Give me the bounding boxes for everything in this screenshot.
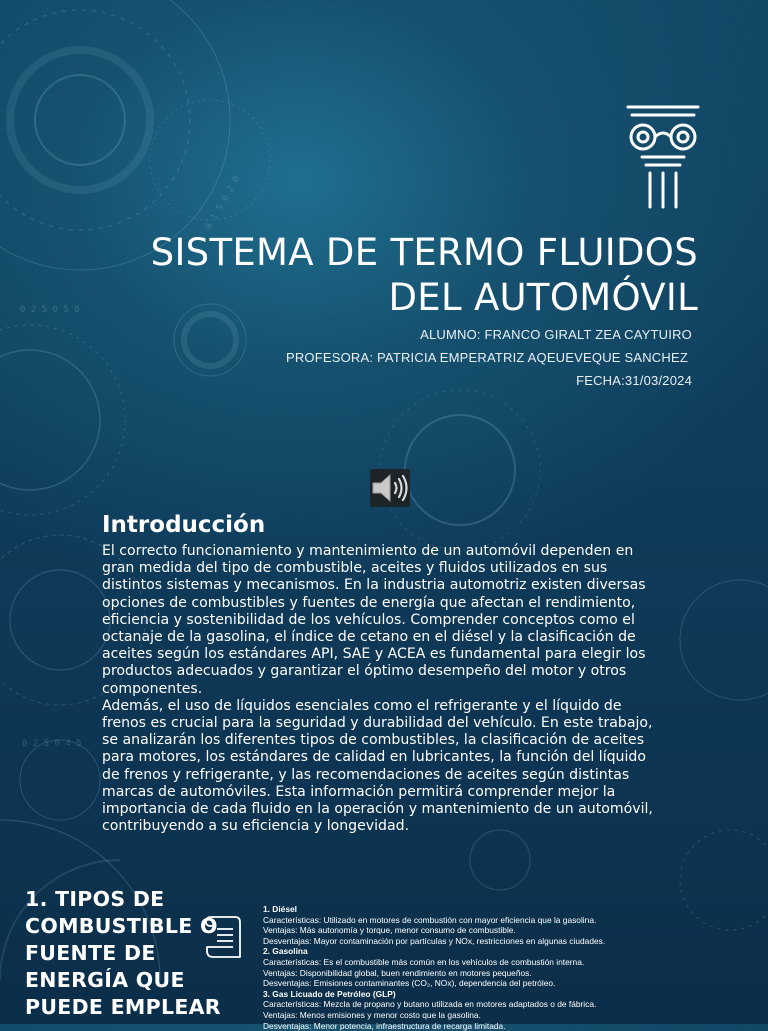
section-1-heading: 1. TIPOS DE COMBUSTIBLE O FUENTE DE ENERGÍA QUE PUEDE EMPLEAR [25, 887, 221, 1019]
audio-play-button[interactable] [370, 469, 410, 507]
value: Mayor contaminación por partículas y NOx, restricciones en algunas ciudades. [311, 935, 606, 946]
fuel-name: 2. Gasolina [263, 946, 308, 957]
value: Disponibilidad global, buen rendimiento en motores pequeños. [297, 967, 532, 978]
teacher-name: PROFESORA: PATRICIA EMPERATRIZ AQEUEVEQUE SANCHEZ [285, 350, 688, 365]
student-name: ALUMNO: FRANCO GIRALT ZEA CAYTUIRO [420, 327, 692, 342]
intro-paragraph-1: El correcto funcionamiento y mantenimiento de un automóvil dependen en gran medida del tipo de combustible, aceites y fluidos utilizados en sus distintos sistemas y mecanismos. En la industria automotriz existen diversas opciones de combustibles y fuentes de energía que afectan el rendimiento, eficiencia y sostenibilidad de los vehículos. Comprender conceptos como el octanaje de la gasolina, el índice de cetano en el diésel y la clasificación de aceites según los estándares API, SAE y ACEA es fundamental para elegir los productos adecuados y garantizar el óptimo desempeño del motor y otros componentes. [102, 543, 646, 697]
label: Desventajas: [263, 978, 312, 989]
label: Características: [263, 914, 322, 925]
fuel-disadvantages [263, 936, 693, 947]
presentation-date: FECHA:31/03/2024 [576, 373, 692, 388]
title-line-1: SISTEMA DE TERMO FLUIDOS [150, 231, 698, 274]
value: Más autonomía y torque, menor consumo de combustible. [297, 925, 516, 936]
document-icon [203, 913, 243, 961]
introduction-heading: Introducción [102, 512, 266, 538]
fuel-characteristics [263, 915, 693, 926]
title-line-2: DEL AUTOMÓVIL [388, 276, 698, 319]
value: Mezcla de propano y butano utilizada en motores adaptados o de fábrica. [321, 999, 597, 1010]
svg-text:0 2 5 0 4 5: 0 2 5 0 4 5 [22, 739, 82, 749]
fuel-item [263, 989, 693, 1031]
value: Utilizado en motores de combustión con mayor eficiencia que la gasolina. [321, 914, 597, 925]
label: Características: [263, 999, 322, 1010]
label: Desventajas: [263, 935, 312, 946]
ionic-column-icon [626, 103, 700, 209]
svg-text:0 2 5 0 5 0: 0 2 5 0 5 0 [20, 305, 80, 315]
introduction-text [102, 543, 668, 835]
label: Ventajas: [263, 967, 298, 978]
fuel-item [263, 946, 693, 988]
speaker-icon [370, 469, 410, 507]
svg-text:0 1 5 0 2 0: 0 1 5 0 2 0 [203, 174, 243, 232]
fuel-types-list [263, 904, 693, 1031]
fuel-characteristics [263, 957, 693, 968]
fuel-advantages [263, 1010, 693, 1021]
fuel-name: 3. Gas Licuado de Petróleo (GLP) [263, 988, 396, 999]
label: Ventajas: [263, 1009, 298, 1020]
label: Características: [263, 956, 322, 967]
fuel-disadvantages [263, 978, 693, 989]
fuel-item [263, 904, 693, 946]
value: Emisiones contaminantes (CO₂, NOx), dependencia del petróleo. [311, 978, 556, 989]
fuel-disadvantages [263, 1021, 693, 1031]
slide-title [120, 230, 698, 320]
fuel-advantages [263, 925, 693, 936]
value: Menor potencia, infraestructura de recarga limitada. [311, 1020, 506, 1031]
label: Ventajas: [263, 925, 298, 936]
fuel-characteristics [263, 999, 693, 1010]
value: Menos emisiones y menor costo que la gasolina. [297, 1009, 481, 1020]
fuel-name: 1. Diésel [263, 904, 297, 914]
value: Es el combustible más común en los vehículos de combustión interna. [321, 956, 585, 967]
fuel-advantages [263, 968, 693, 979]
intro-paragraph-2: Además, el uso de líquidos esenciales como el refrigerante y el líquido de frenos es crucial para la seguridad y durabilidad del vehículo. En este trabajo, se analizarán los diferentes tipos de combustibles, la clasificación de aceites para motores, los estándares de calidad en lubricantes, la función del líquido de frenos y refrigerante, y las recomendaciones de aceites según distintas marcas de automóviles. Esta información permitirá comprender mejor la importancia de cada fluido en la operación y mantenimiento de un automóvil, contribuyendo a su eficiencia y longevidad. [102, 697, 653, 835]
label: Desventajas: [263, 1020, 312, 1031]
